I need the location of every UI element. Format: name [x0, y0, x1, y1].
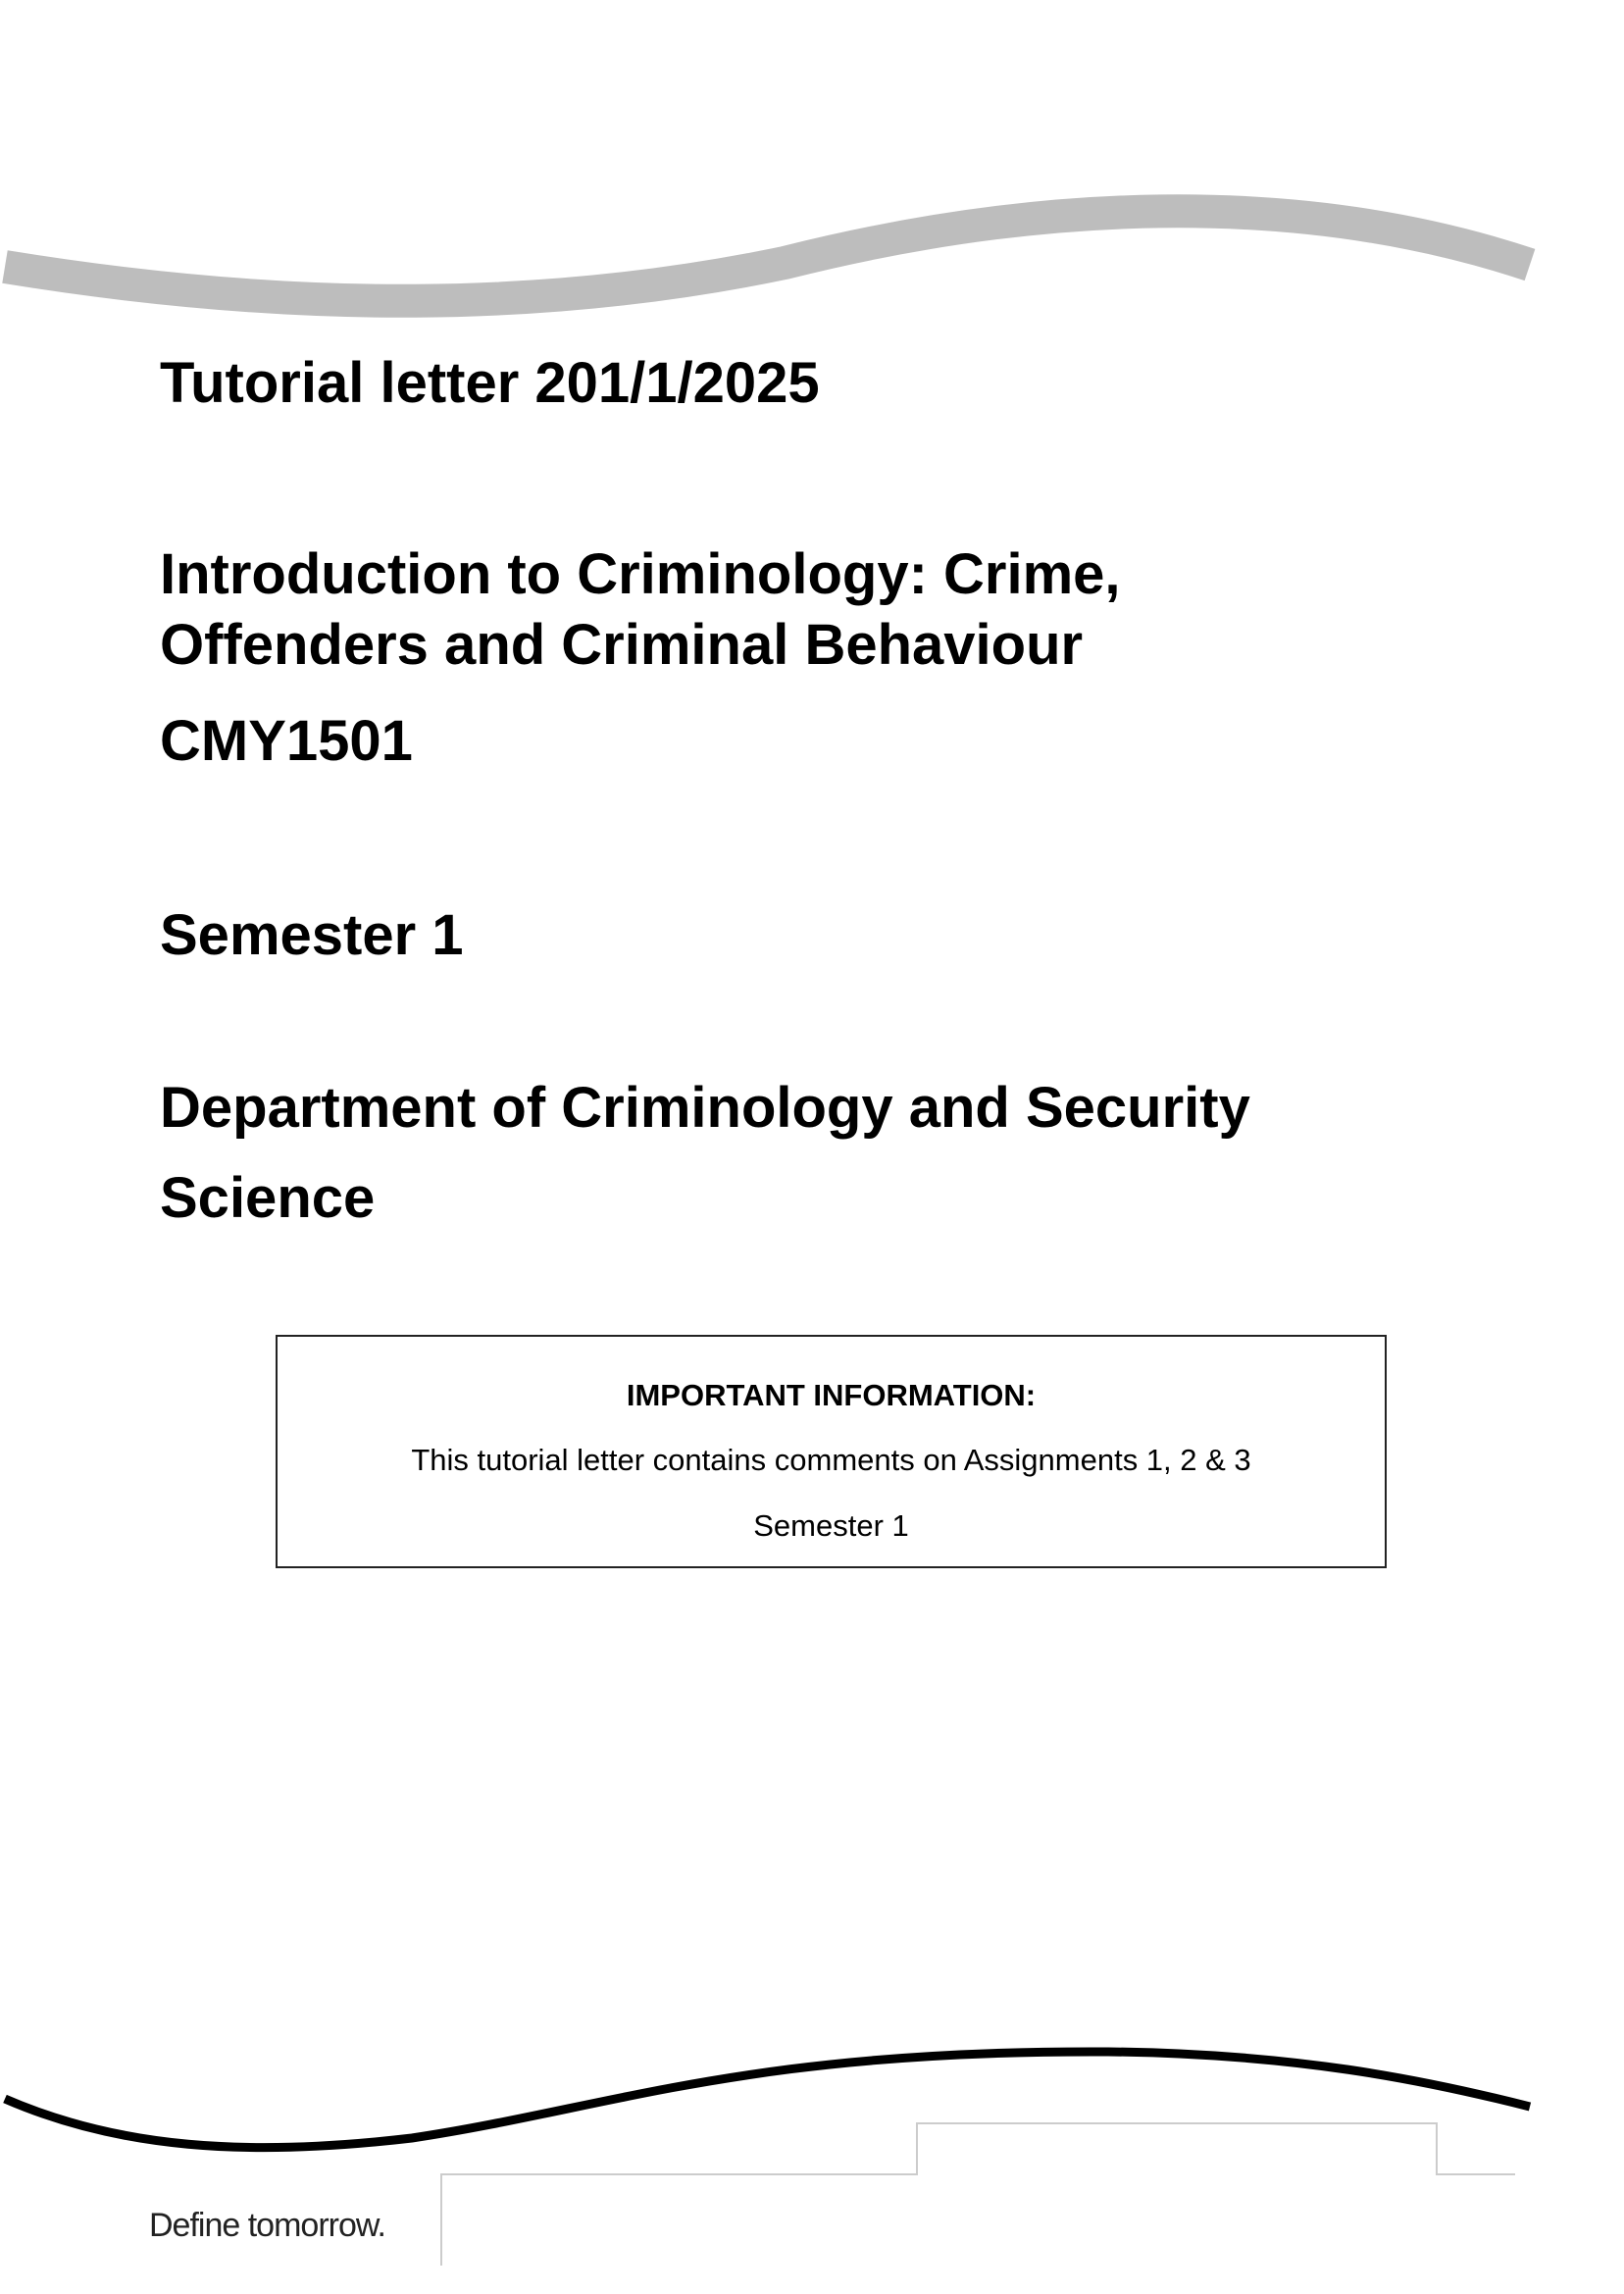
module-title-line1: Introduction to Criminology: Crime,: [160, 542, 1121, 606]
department-line2: Science: [160, 1166, 376, 1230]
module-title-line2: Offenders and Criminal Behaviour: [160, 613, 1084, 677]
tutorial-letter-title: Tutorial letter 201/1/2025: [160, 351, 820, 415]
info-semester: Semester 1: [753, 1508, 909, 1543]
department-line1: Department of Criminology and Security: [160, 1076, 1250, 1140]
important-info-box: [276, 1335, 1387, 1568]
slogan: Define tomorrow.: [149, 2207, 385, 2244]
info-text: This tutorial letter contains comments on Assignments 1, 2 & 3: [411, 1443, 1251, 1477]
semester: Semester 1: [160, 903, 464, 967]
info-heading: IMPORTANT INFORMATION:: [626, 1378, 1037, 1412]
module-code: CMY1501: [160, 709, 413, 773]
